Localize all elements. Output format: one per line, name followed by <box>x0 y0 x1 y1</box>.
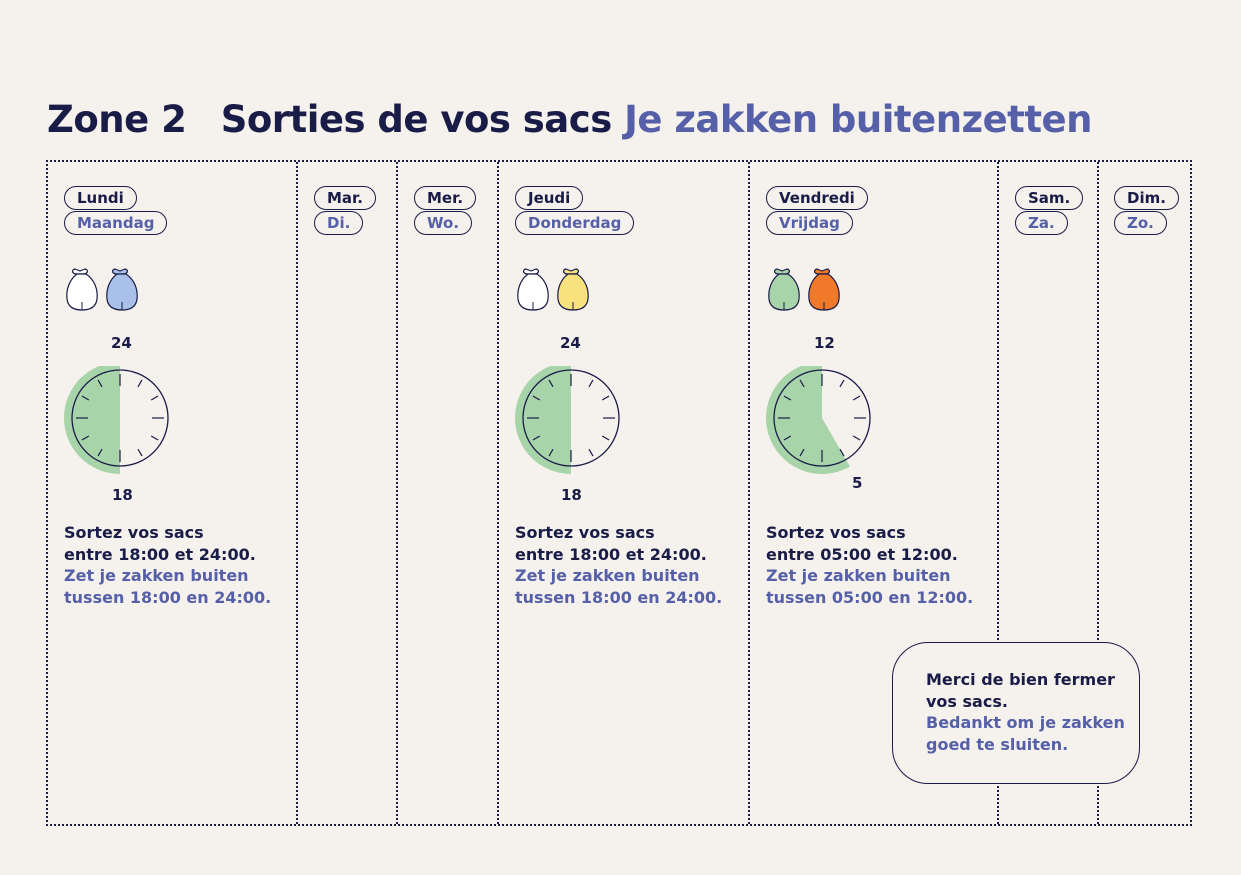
clock-icon <box>515 366 627 478</box>
title-nl: Je zakken buitenzetten <box>624 98 1092 141</box>
clock-tick <box>602 396 609 400</box>
bags-icon <box>766 264 846 314</box>
close-bags-note: Merci de bien fermer vos sacs. Bedankt om je zakken goed te sluiten. <box>892 642 1140 784</box>
blue-bag-icon <box>107 269 137 310</box>
orange-bag-icon <box>809 269 839 310</box>
day-pill-nl: Donderdag <box>515 211 634 235</box>
zone-label: Zone 2 <box>47 98 187 141</box>
day-pill-fr: Lundi <box>64 186 137 210</box>
day-pill-nl: Maandag <box>64 211 167 235</box>
clock-icon <box>64 366 176 478</box>
day-pill-fr: Mar. <box>314 186 376 210</box>
day-column-tuesday <box>296 162 396 824</box>
clock-start-label: 18 <box>561 486 582 504</box>
yellow-bag-icon <box>558 269 588 310</box>
title-fr: Sorties de vos sacs <box>220 98 612 141</box>
clock-tick <box>853 396 860 400</box>
day-column-monday <box>48 162 296 824</box>
day-pill-fr: Dim. <box>1114 186 1179 210</box>
bags-icon <box>64 264 144 314</box>
white-bag-icon <box>67 269 97 310</box>
day-pill-nl: Zo. <box>1114 211 1167 235</box>
clock-start-label: 18 <box>112 486 133 504</box>
clock-tick <box>589 449 593 456</box>
clock-tick <box>138 380 142 387</box>
schedule-text: Sortez vos sacs entre 05:00 et 12:00. Zet je zakken buiten tussen 05:00 en 12:00. <box>766 523 974 607</box>
day-pill-fr: Sam. <box>1015 186 1083 210</box>
clock-icon <box>766 366 878 478</box>
clock-end-label: 12 <box>814 334 835 352</box>
green-bag-icon <box>769 269 799 310</box>
clock-tick <box>602 436 609 440</box>
clock-start-label: 5 <box>852 474 863 492</box>
day-column-thursday <box>497 162 749 824</box>
white-bag-icon <box>518 269 548 310</box>
day-pill-nl: Wo. <box>414 211 472 235</box>
day-pill-nl: Vrijdag <box>766 211 853 235</box>
day-pill-fr: Mer. <box>414 186 476 210</box>
clock-end-label: 24 <box>111 334 132 352</box>
clock-tick <box>840 380 844 387</box>
clock-tick <box>151 396 158 400</box>
time-window-sector <box>766 366 850 474</box>
page-title <box>47 98 1092 141</box>
clock-tick <box>589 380 593 387</box>
schedule-text: Sortez vos sacs entre 18:00 et 24:00. Zet je zakken buiten tussen 18:00 en 24:00. <box>64 523 272 607</box>
day-pill-fr: Vendredi <box>766 186 868 210</box>
bags-icon <box>515 264 595 314</box>
clock-tick <box>138 449 142 456</box>
clock-tick <box>151 436 158 440</box>
clock-end-label: 24 <box>560 334 581 352</box>
clock-tick <box>853 436 860 440</box>
day-pill-nl: Di. <box>314 211 363 235</box>
schedule-text: Sortez vos sacs entre 18:00 et 24:00. Zet je zakken buiten tussen 18:00 en 24:00. <box>515 523 723 607</box>
day-column-wednesday <box>396 162 496 824</box>
day-pill-nl: Za. <box>1015 211 1068 235</box>
day-pill-fr: Jeudi <box>515 186 583 210</box>
